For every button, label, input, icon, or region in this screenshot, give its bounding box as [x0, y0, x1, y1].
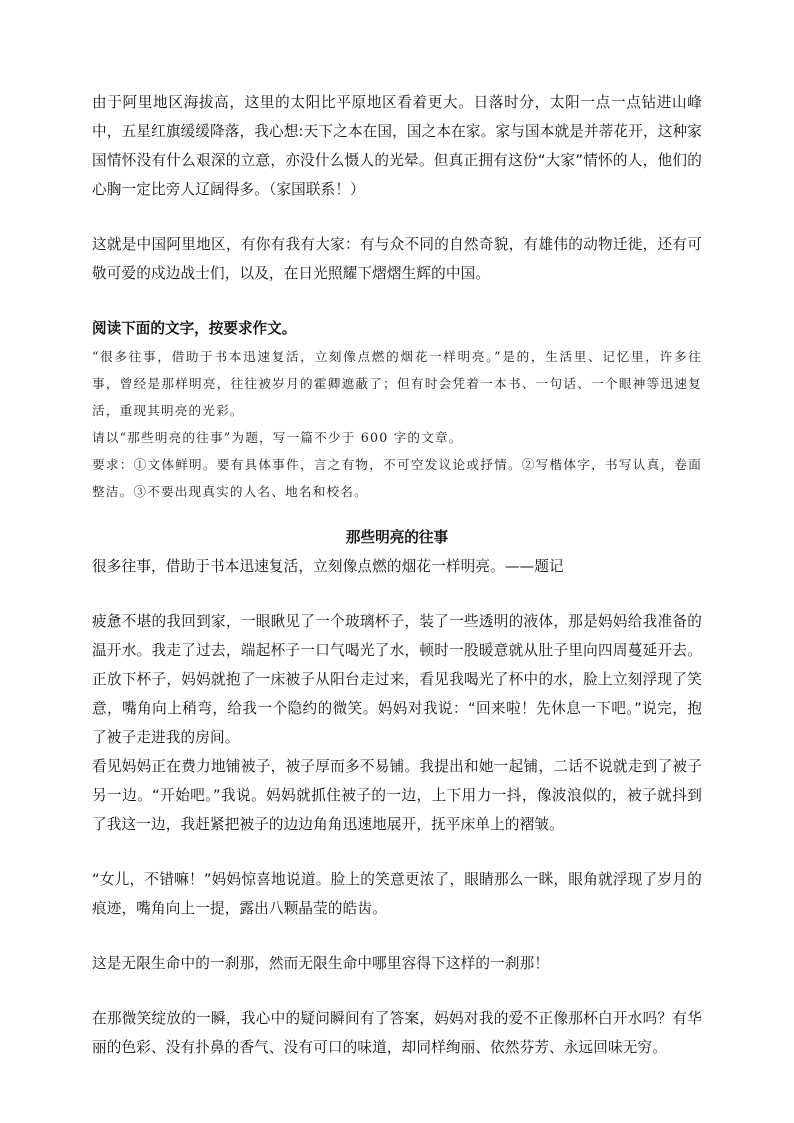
essay-paragraph-4: 这是无限生命中的一刹那，然而无限生命中哪里容得下这样的一刹那！: [92, 955, 550, 972]
essay-paragraph-5: 在那微笑绽放的一瞬，我心中的疑问瞬间有了答案，妈妈对我的爱不正像那杯白开水吗？有华丽的色彩、没有扑鼻的香气、没有可口的味道，却同样绚丽、依然芬芳、永远回味无穷。: [92, 1010, 702, 1056]
intro-paragraph-1: 由于阿里地区海拔高，这里的太阳比平原地区看着更大。日落时分，太阳一点一点钻进山峰中，五星红旗缓缓降落，我心想:天下之本在国，国之本在家。家与国本就是并蒂花开，这种家国情怀没有什么艰深的立意，亦没什么慑人的光晕。但真正拥有这份“大家”情怀的人，他们的心胸一定比旁人辽阔得多。（家国联系！）: [92, 94, 702, 198]
essay-title: 那些明亮的往事: [345, 529, 449, 546]
essay-paragraph-3: “女儿，不错嘛！”妈妈惊喜地说道。脸上的笑意更浓了，眼睛那么一眯，眼角就浮现了岁月的痕迹，嘴角向上一提，露出八颗晶莹的皓齿。: [92, 871, 702, 917]
intro-paragraph-2: 这就是中国阿里地区，有你有我有大家：有与众不同的自然奇貌，有雄伟的动物迁徙，还有可敬可爱的戍边战士们，以及，在日光照耀下熠熠生辉的中国。: [92, 236, 702, 282]
task-quote: “很多往事，借助于书本迅速复活，立刻像点燃的烟花一样明亮。”是的，生活里、记忆里，许多往事，曾经是那样明亮，往往被岁月的霍卿遮蔽了；但有时会凭着一本书、一句话、一个眼神等迅速复活，重现其明亮的光彩。: [92, 349, 702, 418]
paragraph-gap: [92, 288, 702, 314]
task-heading: 阅读下面的文字，按要求作文。: [92, 320, 297, 337]
paragraph-gap: [92, 204, 702, 230]
paragraph-gap: [92, 581, 702, 607]
essay-paragraph-2: 看见妈妈正在费力地铺被子，被子厚而多不易铺。我提出和她一起铺，二话不说就走到了被子另一边。“开始吧。”我说。妈妈就抓住被子的一边，上下用力一抖，像波浪似的，被子就抖到了我这一边，我赶紧把被子的边边角角迅速地展开，抚平床单上的褶皱。: [92, 758, 702, 833]
document-page: [92, 88, 702, 1062]
task-instruction: 请以“那些明亮的往事”为题，写一篇不少于 600 字的文章。: [92, 430, 463, 445]
essay-epigraph: 很多往事，借助于书本迅速复活，立刻像点燃的烟花一样明亮。——题记: [92, 558, 564, 575]
paragraph-gap: [92, 923, 702, 949]
paragraph-gap: [92, 978, 702, 1004]
section-gap: [92, 505, 702, 523]
essay-paragraph-1: 疲惫不堪的我回到家，一眼瞅见了一个玻璃杯子，装了一些透明的液体，那是妈妈给我准备的温开水。我走了过去，端起杯子一口气喝光了水，顿时一股暖意就从肚子里向四周蔓延开去。正放下杯子，妈妈就抱了一床被子从阳台走过来，看见我喝光了杯中的水，脸上立刻浮现了笑意，嘴角向上稍弯，给我一个隐约的微笑。妈妈对我说：“回来啦！先休息一下吧。”说完，抱了被子走进我的房间。: [92, 613, 702, 746]
paragraph-gap: [92, 839, 702, 865]
task-requirement: 要求：①文体鲜明。要有具体事件，言之有物，不可空发议论或抒情。②写楷体字，书写认真，卷面整洁。③不要出现真实的人名、地名和校名。: [92, 457, 702, 499]
